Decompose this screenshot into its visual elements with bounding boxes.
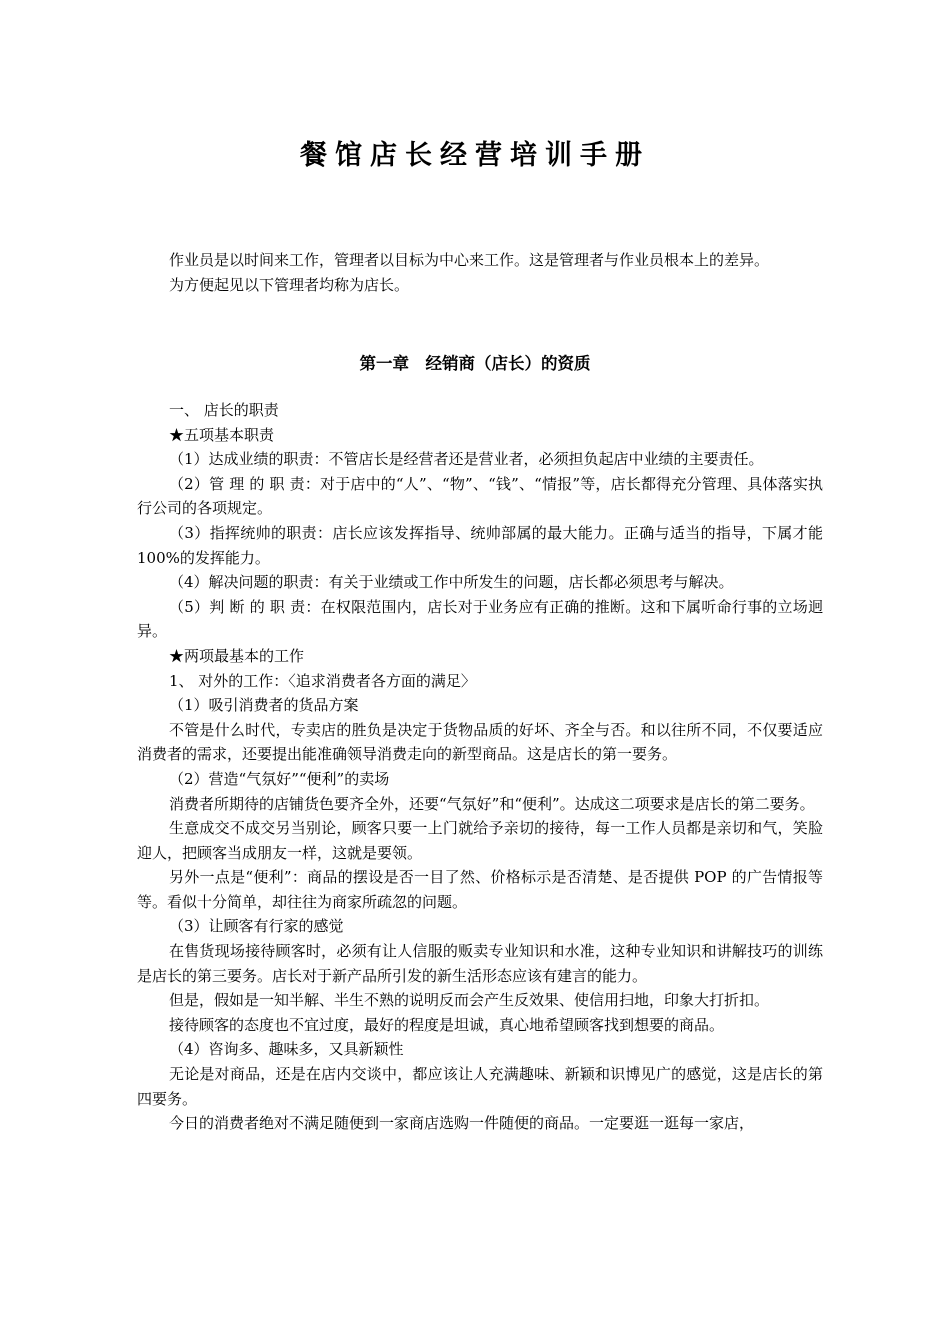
paragraph: 不管是什么时代，专卖店的胜负是决定于货物品质的好坏、齐全与否。和以往所不同，不仅要适应消费者的需求，还要提出能准确领导消费走向的新型商品。这是店长的第一要务。 [137,720,823,764]
intro-section [137,248,823,297]
paragraph: （1）达成业绩的职责：不管店长是经营者还是营业者，必须担负起店中业绩的主要责任。 [169,450,764,469]
paragraph: 1、 对外的工作：〈追求消费者各方面的满足〉 [169,671,476,690]
paragraph: 接待顾客的态度也不宜过度，最好的程度是坦诚，真心地希望顾客找到想要的商品。 [169,1015,725,1034]
paragraph: （5）判 断 的 职 责：在权限范围内，店长对于业务应有正确的推断。这和下属听命行事的立场迥异。 [137,597,823,641]
paragraph: （1）吸引消费者的货品方案 [169,696,359,715]
paragraph: （4）咨询多、趣味多，又具新颖性 [169,1040,404,1059]
paragraph: 生意成交不成交另当别论，顾客只要一上门就给予亲切的接待，每一工作人员都是亲切和气，笑脸迎人，把顾客当成朋友一样，这就是要领。 [137,819,823,862]
subsection-heading: ★五项基本职责 [169,425,275,444]
paragraph: （2）管 理 的 职 责：对于店中的“人”、“物”、“钱”、“情报”等，店长都得充分管理、具体落实执行公司的各项规定。 [137,474,823,518]
paragraph: 消费者所期待的店铺货色要齐全外，还要“气氛好”和“便利”。达成这二项要求是店长的第二要务。 [169,794,815,813]
document-title: 餐馆店长经营培训手册 [300,140,650,171]
paragraph: （4）解决问题的职责：有关于业绩或工作中所发生的问题，店长都必须思考与解决。 [169,573,734,592]
chapter-body [137,398,823,1136]
paragraph: （3）指挥统帅的职责：店长应该发挥指导、统帅部属的最大能力。正确与适当的指导，下属才能 100%的发挥能力。 [137,523,823,567]
paragraph: 另外一点是“便利”：商品的摆设是否一目了然、价格标示是否清楚、是否提供 POP 的广告情报等等。看似十分简单，却往往为商家所疏忽的问题。 [137,868,823,911]
intro-paragraph: 为方便起见以下管理者均称为店长。 [169,275,410,294]
paragraph: 在售货现场接待顾客时，必须有让人信服的贩卖专业知识和水准，这种专业知识和讲解技巧的训练是店长的第三要务。店长对于新产品所引发的新生活形态应该有建言的能力。 [137,942,823,985]
subsection-heading: ★两项最基本的工作 [169,646,305,665]
paragraph: 但是，假如是一知半解、半生不熟的说明反而会产生反效果、使信用扫地，印象大打折扣。 [169,991,770,1010]
paragraph: 今日的消费者绝对不满足随便到一家商店选购一件随便的商品。一定要逛一逛每一家店， [169,1114,755,1133]
paragraph: 无论是对商品，还是在店内交谈中，都应该让人充满趣味、新颖和识博见广的感觉，这是店长的第四要务。 [137,1065,823,1108]
intro-paragraph: 作业员是以时间来工作，管理者以目标为中心来工作。这是管理者与作业员根本上的差异。 [169,251,770,269]
paragraph: （2）营造“气氛好”“便利”的卖场 [169,769,390,788]
paragraph: （3）让顾客有行家的感觉 [169,917,344,936]
section-heading: 一、 店长的职责 [169,401,279,419]
chapter-heading: 第一章 经销商（店长）的资质 [359,354,591,373]
